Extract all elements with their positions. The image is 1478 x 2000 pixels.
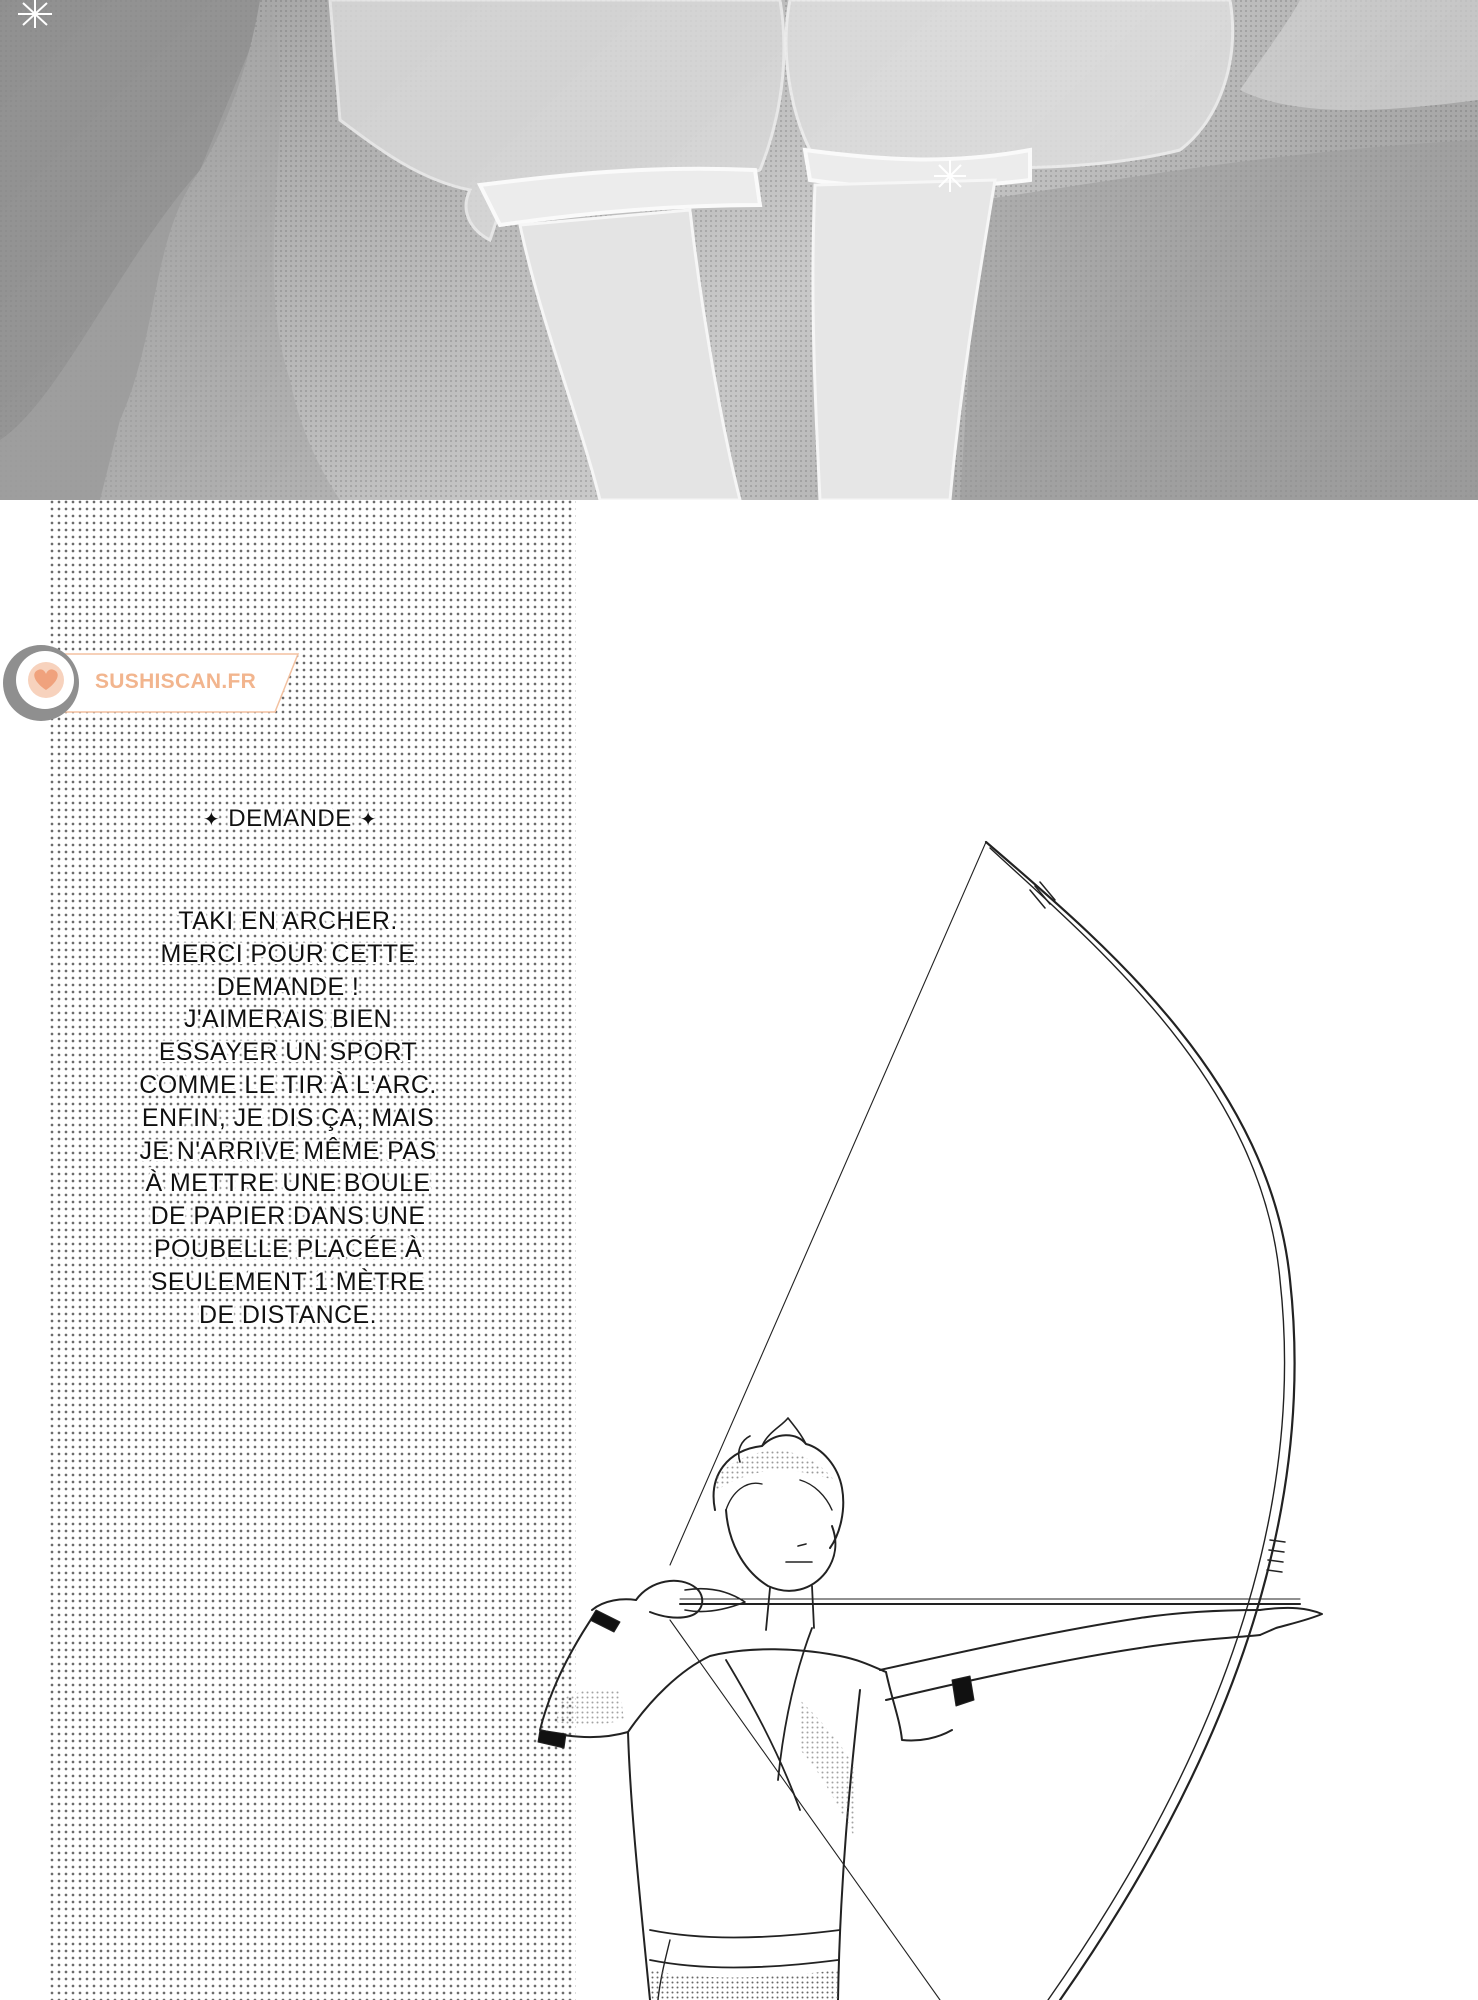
request-line: DE DISTANCE. [199, 1300, 377, 1329]
request-line: JE N'ARRIVE MÊME PAS [139, 1136, 437, 1165]
request-line: MERCI POUR CETTE [160, 939, 416, 968]
bow-string [670, 842, 986, 1565]
right-sparkle-icon: ✦ [359, 809, 378, 831]
request-line: COMME LE TIR À L'ARC. [139, 1070, 437, 1099]
request-heading [150, 805, 430, 833]
bow-limb [986, 842, 1295, 2000]
request-line: SEULEMENT 1 MÈTRE [150, 1267, 426, 1296]
request-line: DEMANDE ! [216, 972, 360, 1001]
request-line: J'AIMERAIS BIEN [183, 1005, 393, 1034]
top-art-panel [0, 0, 1478, 500]
request-heading-label: DEMANDE [228, 805, 352, 832]
request-text-block [118, 905, 458, 1331]
arrow-fletching [685, 1589, 745, 1612]
archer-illustration [500, 820, 1360, 2000]
request-line: ENFIN, JE DIS ÇA, MAIS [141, 1103, 435, 1132]
request-line: ESSAYER UN SPORT [158, 1038, 418, 1067]
request-line: POUBELLE PLACÉE À [153, 1234, 423, 1263]
left-sparkle-icon: ✦ [202, 809, 221, 831]
request-line: DE PAPIER DANS UNE [150, 1202, 426, 1231]
top-panel-drawing [0, 0, 1478, 500]
watermark-label: SUSHISCAN.FR [95, 670, 257, 693]
request-line: TAKI EN ARCHER. [178, 907, 398, 935]
request-line: À METTRE UNE BOULE [145, 1169, 431, 1198]
